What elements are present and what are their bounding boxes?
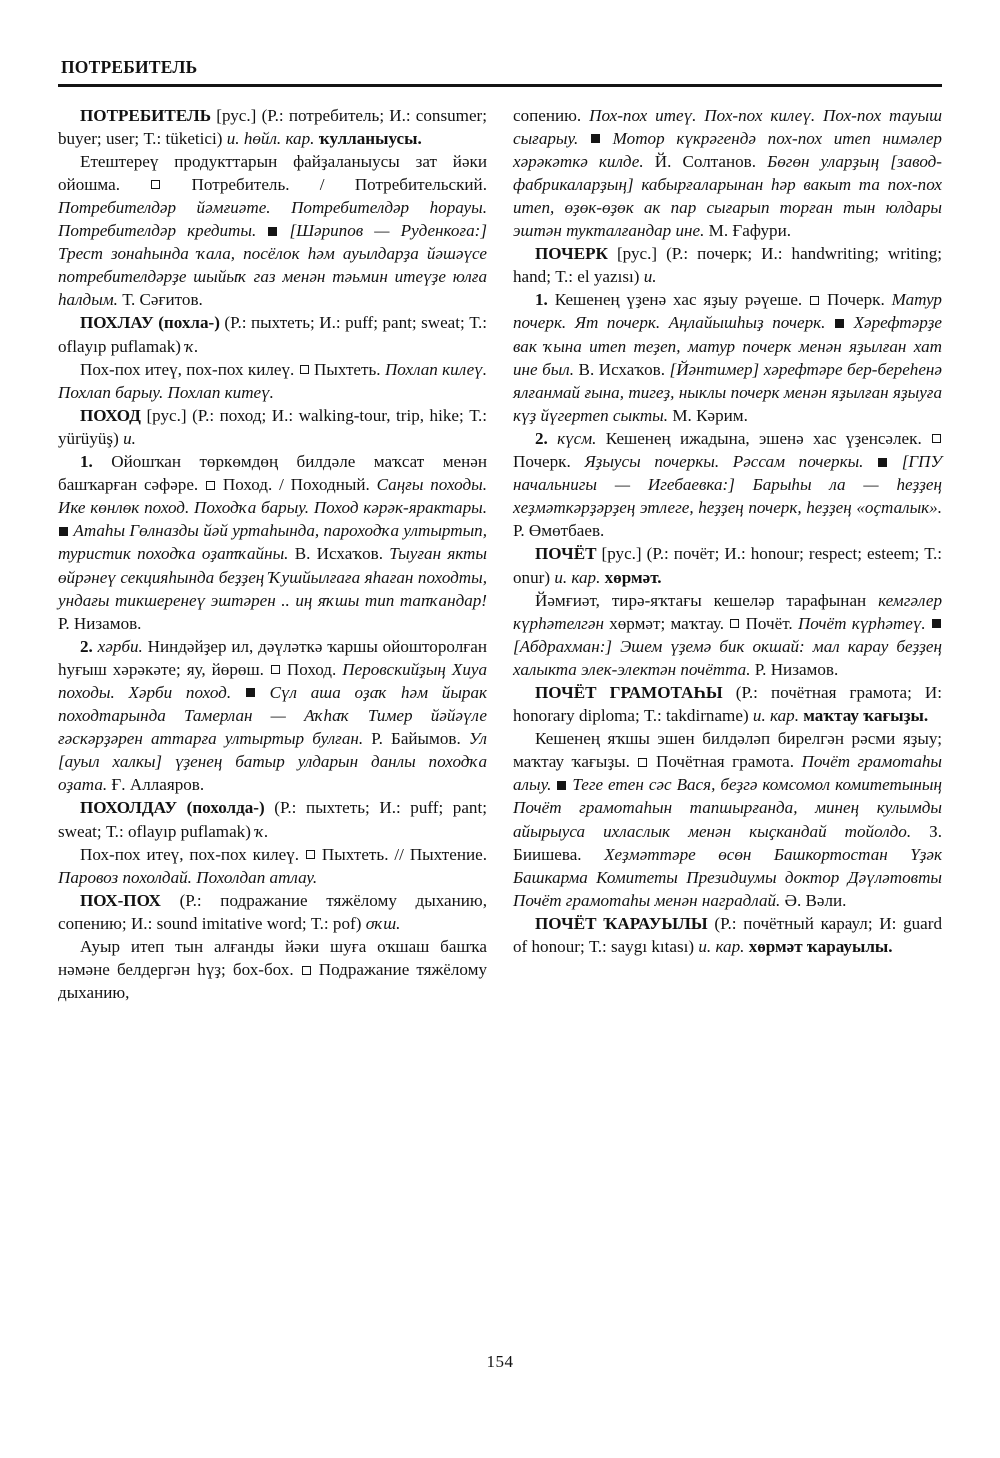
russian-equivalent: Почерк. (826, 290, 885, 310)
filled-square-icon (591, 134, 600, 143)
sense-number: 2. (535, 428, 548, 448)
definition: Пох-пох итеү, пох-пох килеү. (80, 844, 300, 864)
entry-pocherk-sense-1 (513, 288, 942, 427)
russian-equivalent: Пыхтеть. (314, 359, 381, 379)
citation-author: В. Исхаҡов. (578, 359, 666, 379)
headword: ПОХОД (80, 405, 141, 425)
examples: Перовскийҙың Хиуа походы. Хәрби поход. (58, 659, 488, 702)
examples: Пох-пох итеү. Пох-пох килеү. Пох-пох тауыш сығарыу. (513, 105, 942, 148)
examples: Паровоз похолдай. Похолдап атлау. (58, 867, 318, 887)
russian-equivalent: Почерк. (513, 452, 571, 472)
citation-text: Атаһы Гөлназды йәй уртаһында, пароходҡа ултыртып, туристик походҡа оҙатҡайны. (58, 521, 487, 564)
citation-author: Р. Өмөтбаев. (513, 521, 605, 541)
definition-italic-part: кемгәлер күрһәтелгән (513, 590, 942, 633)
russian-equivalent: Потребитель. / Потребительский. (191, 174, 487, 194)
russian-equivalent: Пыхтеть. // Пыхтение. (321, 844, 487, 864)
russian-equivalent: Поход. (286, 659, 337, 679)
entry-pochyot-head (513, 542, 942, 588)
entry-pocherk-head (513, 242, 942, 288)
cross-ref-word: ҡулланыусы. (318, 128, 422, 148)
entry-pohlau-head (58, 311, 487, 357)
citation-author: Ғ. Аллаяров. (111, 775, 205, 795)
citation-author: М. Кәрим. (672, 405, 748, 425)
definition: Кешенең ижадына, эшенә хас үҙенсәлек. (605, 428, 922, 448)
citation-author: М. Ғафури. (708, 221, 792, 241)
gloss: (Р.: подражание тяжёлому дыханию, сопению; И.: sound imitative word; Т.: pof) (58, 890, 487, 933)
citation-author: Р. Низамов. (58, 613, 142, 633)
entry-pochyot-karauyly-head (513, 912, 942, 958)
grammar-label: ҡ. (185, 336, 199, 356)
source-tag: [рус.] (616, 244, 658, 264)
running-head: ПОТРЕБИТЕЛЬ (61, 57, 198, 77)
grammar-label: и. (698, 937, 712, 957)
gloss: (Р.: потребитель; И.: consumer; buyer; user; Т.: tüketici) (58, 105, 487, 148)
gloss: (Р.: почерк; И.: handwriting; writing; hand; Т.: el yazısı) (513, 244, 942, 287)
definition: Пох-пох итеү, пох-пох килеү. (80, 359, 295, 379)
sense-number: 1. (80, 452, 93, 472)
citation-text: Сүл аша оҙаҡ һәм йырак походтарында Тамерлан — Аҡһаҡ Тимер йәйәүле ғәскәрҙәрен аттарға ултыртыр булған. (58, 682, 487, 749)
citation-author: Ә. Вәли. (784, 890, 847, 910)
source-tag: [рус.] (146, 405, 187, 425)
open-square-icon (638, 758, 647, 767)
headword: ПОХЛАУ (80, 313, 154, 333)
cross-ref-label: кар. (770, 706, 799, 726)
filled-square-icon (835, 319, 844, 328)
definition: Ниндәйҙер ил, дәүләткә ҡаршы ойошторолған һуғыш хәрәкәте; яу, йөрөш. (58, 636, 487, 679)
gloss: (Р.: пыхтеть; И.: puff; pant; sweat; Т.: oflayıp puflamak) (58, 798, 487, 841)
examples: Похлап килеү. Похлап барыу. Похлап китеү. (58, 359, 488, 402)
entry-potrebitel-head (58, 104, 487, 150)
page-number: 154 (486, 1352, 514, 1371)
russian-equivalent-end: сопению. (513, 105, 582, 125)
filled-square-icon (932, 619, 941, 628)
citation-text: Мотор күкрәгендә пох-пох итеп нимәлер хәрәкәткә килде. (513, 128, 942, 171)
grammar-label: и. (752, 706, 766, 726)
entry-pohlau-body (58, 358, 487, 404)
definition-prefix: Йәмғиәт, тирә-яҡтағы кешеләр тарафынан (535, 590, 867, 610)
sense-number: 1. (535, 290, 548, 310)
source-tag: [рус.] (601, 544, 642, 564)
citation-text: Тыуған якты өйрәнеү секцияһында беҙҙең Ҡушйылғаға яһаған походты, ундағы тикшеренеү эштәрен .. иң яҡшы тип тапҡандар! (58, 544, 487, 610)
stem-form: (похла-) (158, 313, 220, 333)
source-tag: [рус.] (216, 105, 257, 125)
open-square-icon (300, 365, 309, 374)
grammar-label: и. (643, 267, 657, 287)
sense-label: хәрби. (97, 636, 143, 656)
entry-pochyot-body (513, 589, 942, 681)
examples: Матур почерк. Ят почерк. Аңлайышһыҙ почерк. (513, 290, 942, 333)
examples: Потребителдәр йәмғиәте. Потребителдәр һорауы. Потребителдәр кредиты. (58, 198, 487, 241)
cross-ref-word: маҡтау ҡағыҙы. (803, 706, 929, 726)
filled-square-icon (246, 688, 255, 697)
gloss: (Р.: почётный караул; И: guard of honour; Т.: saygı kıtası) (513, 913, 942, 957)
entry-pochyot-gramotahy-head (513, 681, 942, 727)
citation-author: Т. Сәғитов. (122, 290, 203, 310)
stem-form: (похолда-) (186, 798, 265, 818)
examples: Саңғы походы. Ике көнлөк поход. Походҡа барыу. Поход кәрәк-ярактары. (58, 475, 487, 518)
definition: Кешенең яҡшы эшен билдәләп бирелгән рәсми яҙыу; маҡтау ҡағыҙы. (513, 729, 942, 772)
citation-author: Р. Байымов. (371, 729, 461, 749)
sense-number: 2. (80, 636, 93, 656)
filled-square-icon (59, 527, 68, 536)
definition: Ауыр итеп тын алғанды йәки шуға оҡшаш башҡа нәмәне белдергән һүҙ; бох-бох. (58, 937, 487, 980)
grammar-label: и. кар. (554, 567, 601, 587)
russian-equivalent: Поход. / Походный. (222, 475, 370, 495)
citation-text: Ул [ауыл халкы] үҙенең батыр улдарын данлы походҡа оҙата. (58, 729, 487, 795)
open-square-icon (730, 619, 739, 628)
citation-text: Бөгөн уларҙың [завод-фабрикаларҙың] кабырғаларынан һәр вакыт та пох-пох итеп, өҙөк-өҙөк ак пар сығарып торған тын юлдары эштән туктaлғандар ине. (513, 151, 942, 241)
headword: ПОЧЁТ ҠАРАУЫЛЫ (535, 913, 708, 933)
sense-label: күсм. (557, 428, 597, 448)
entry-potrebitel-body (58, 150, 487, 312)
cross-ref-label: кар. (715, 937, 745, 957)
open-square-icon (306, 850, 315, 859)
entry-pohpoh-body (58, 935, 487, 1004)
definition-suffix: хөрмәт; маҡтау. (609, 613, 725, 633)
gloss: (Р.: пыхтеть; И.: puff; pant; sweat; Т.: oflayıp puflamak) (58, 313, 487, 356)
open-square-icon (810, 296, 819, 305)
citation-text: [ГПУ начальнигы — Игебаевка:] Барыһы ла — һеҙҙең хеҙмәткәрҙәрҙең этлеге, һеҙҙең почерк, һеҙҙең «оҫталык». (513, 452, 943, 518)
left-column (58, 104, 487, 1005)
gloss: (Р.: почётная грамота; И: honorary diploma; Т.: takdirname) (513, 682, 942, 726)
grammar-label: и. һөйл. (226, 128, 282, 148)
filled-square-icon (268, 227, 277, 236)
citation-author: З. Биишева. (513, 821, 942, 864)
cross-ref-label: кар. (285, 128, 315, 148)
open-square-icon (932, 434, 941, 443)
citation-text: [Шәрипов — Руденкоға:] Трест зонаһында ҡала, посёлок һәм ауылдарҙа йәшәүсе потребителдәрҙе шыйыҡ газ менән тәьмин итеүҙе юлға һалдым. (58, 221, 487, 310)
grammar-label: и. (123, 428, 136, 448)
headword: ПОЧЕРК (535, 244, 608, 264)
definition: Кешенең үҙенә хас яҙыу рәүеше. (554, 290, 803, 310)
definition: Етештереү продукттарын файҙаланыусы зат йәки ойошма. (58, 151, 487, 194)
entry-pochyot-gramotahy-body (513, 727, 942, 912)
definition: Ойошҡан төркөмдөң билдәле маҡсат менән башҡарған сәфәре. (58, 452, 487, 495)
cross-ref-word: хөрмәт. (604, 567, 662, 587)
grammar-label: оҡш. (365, 913, 401, 933)
filled-square-icon (557, 781, 566, 790)
russian-equivalent: Почётная грамота. (655, 752, 794, 772)
headword: ПОТРЕБИТЕЛЬ (80, 105, 212, 125)
entry-poholdau-body (58, 843, 487, 889)
citation-author: Р. Низамов. (754, 659, 839, 679)
entry-pohpoh-continuation (513, 104, 942, 243)
citation-text: Теге етен сәс Вася, беҙгә комсомол комитетының Почёт грамотаһын тапшырғанда, минең кулымды айырыуса ихласлык менән кыҫкандай тойолдо. (513, 775, 942, 841)
russian-equivalent-start: Подражание тяжёлому дыханию, (58, 960, 487, 1003)
open-square-icon (302, 966, 311, 975)
gloss: (Р.: поход; И.: walking-tour, trip, hike; Т.: yürüyüş) (58, 405, 487, 448)
two-column-body (58, 104, 942, 1005)
citation-text: [Абдрахман:] Эшем үҙемә бик окшай: мал карау беҙҙең халыкта элек-электән почётта. (513, 636, 942, 679)
headword: ПОХ-ПОХ (80, 890, 161, 910)
open-square-icon (206, 481, 215, 490)
citation-author: Й. Солтанов. (654, 151, 757, 171)
right-column (513, 104, 942, 958)
examples: Почёт грамотаһы алыу. (513, 752, 942, 795)
citation-text: [Йәнтимер] хәрефтәре бер-береһенә ялғанмай ғына, тигеҙ, ныклы почерк менән яҙылған яҙыуға күҙ йүгертеп сыкты. (513, 359, 943, 425)
citation-author: В. Исхаҡов. (294, 544, 383, 564)
cross-ref-word: хөрмәт ҡарауылы. (748, 937, 893, 957)
examples: Почёт күрһәтеү. (797, 613, 926, 633)
entry-pohod-sense-2 (58, 635, 487, 797)
russian-equivalent: Почёт. (745, 613, 793, 633)
gloss: (Р.: почёт; И.: honour; respect; esteem; Т.: onur) (513, 544, 942, 587)
headword: ПОЧЁТ ГРАМОТАҺЫ (535, 682, 723, 702)
filled-square-icon (878, 458, 887, 467)
entry-poholdau-head (58, 796, 487, 842)
entry-pohpoh-head (58, 889, 487, 935)
citation-text: Хәрефтәрҙе вак ҡына итеп теҙеп, матур почерк менән яҙылған хат ине был. (513, 313, 942, 379)
entry-pohod-sense-1 (58, 450, 487, 635)
headword: ПОЧЁТ (535, 544, 597, 564)
entry-pohod-head (58, 404, 487, 450)
header-divider-rule (58, 84, 942, 86)
grammar-label: ҡ. (255, 821, 269, 841)
examples: Яҙыусы почеркы. Рәссам почеркы. (584, 452, 864, 472)
entry-pocherk-sense-2 (513, 427, 942, 542)
headword: ПОХОЛДАУ (80, 798, 178, 818)
open-square-icon (271, 665, 280, 674)
citation-text: Хеҙмәттәре өсөн Башкортостан Үҙәк Башкарма Комитеты Президиумы доктор Дәүләтовты Почёт грамотаһы менән наградлай. (513, 844, 942, 910)
open-square-icon (151, 180, 160, 189)
